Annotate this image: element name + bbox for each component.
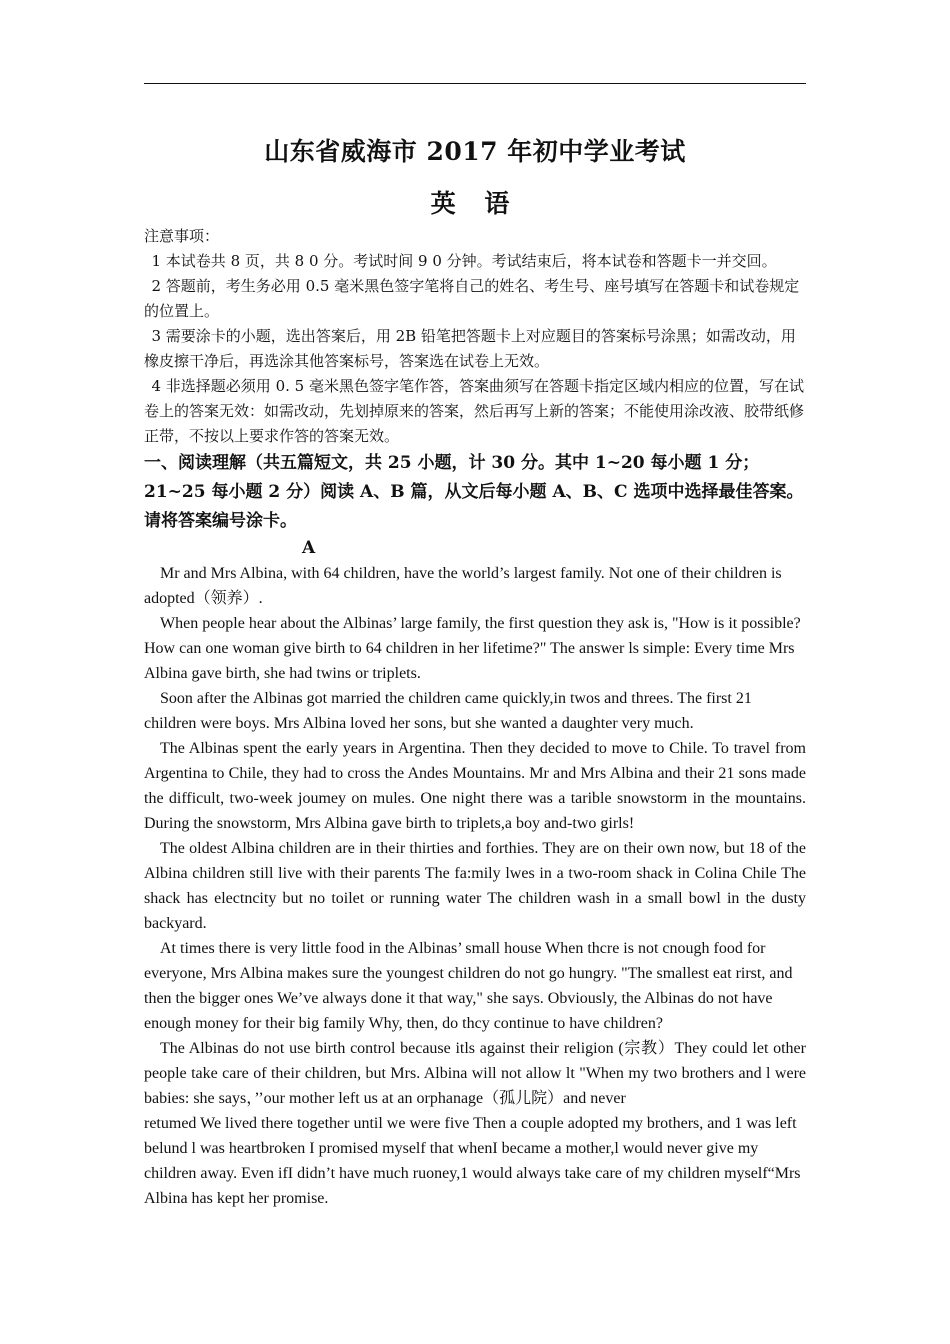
passage-a-paragraph-8: retumed We lived there together until we were five Then a couple adopted my brothers, and 1 was left belund l was heartbroken I promised myself that whenI became a mother,l would never give my children away. Even ifI didn’t have much ruoney,1 would always take care of my children myself“Mrs Albina has kept her promise.	[144, 1115, 801, 1207]
exam-title: 山东省威海市 2017 年初中学业考试	[264, 137, 686, 166]
header-rule	[144, 83, 806, 84]
notice-heading: 注意事项：	[144, 227, 220, 245]
passage-a-paragraph-5: The oldest Albina children are in their thirties and forthies. They are on their own now, but 18 of the Albina children still live with their parents The fa:mily lwes in a two-room shack in Colina Chile The shack has electncity but no toilet or running water The children wash in a small bowl in the dusty backyard.	[144, 840, 806, 932]
section-1-heading: 一、阅读理解（共五篇短文，共 25 小题，计 30 分。其中 1~20 每小题 1 分；21~25 每小题 2 分）阅读 A、B 篇，从文后每小题 A、B、C 选项中选择最佳答案。请将答案编号涂卡。	[144, 453, 804, 531]
notice-item-1: 1 本试卷共 8 页，共 8 0 分。考试时间 9 0 分钟。考试结束后，将本试卷和答题卡一并交回。	[151, 252, 777, 270]
exam-content	[144, 224, 806, 1211]
passage-a-paragraph-7: The Albinas do not use birth control because itls against their religion (宗教）They could let other people take care of their children, but Mrs. Albina will not allow lt "When my two brothers and l were babies: she says，’’our mother left us at an orphanage（孤儿院）and never	[144, 1040, 806, 1107]
passage-a-paragraph-2: When people hear about the Albinas’ large family, the first question they ask is, "How is it possible? How can one woman give birth to 64 children in her lifetime?" The answer ls simple: Every time Mrs Albina gave birth, she had twins or triplets.	[144, 615, 801, 682]
passage-a-paragraph-6: At times there is very little food in the Albinas’ small house When thcre is not cnough food for everyone, Mrs Albina makes sure the youngest children do not go hungry. "The smallest eat rirst, and then the bigger ones We’ve always done it that way," she says. Obviously, the Albinas do not have enough money for their big family Why, then, do thcy continue to have children?	[144, 940, 793, 1032]
notice-item-2: 2 答题前，考生务必用 0.5 毫米黑色签字笔将自己的姓名、考生号、座号填写在答题卡和试卷规定的位置上。	[144, 277, 800, 320]
passage-a-paragraph-4: The Albinas spent the early years in Argentina. Then they decided to move to Chile. To travel from Argentina to Chile, they had to cross the Andes Mountains. Mr and Mrs Albina and their 21 sons made the difficult, two-week joumey on mules. One night there was a tarible snowstorm in the mountains. During the snowstorm, Mrs Albina gave birth to triplets,a boy and-two girls!	[144, 740, 806, 832]
exam-subject: 英 语	[430, 189, 520, 218]
passage-a-paragraph-1: Mr and Mrs Albina, with 64 children, have the world’s largest family. Not one of their children is adopted（领养）.	[144, 565, 782, 607]
notice-item-3: 3 需要涂卡的小题，选出答案后，用 2B 铅笔把答题卡上对应题目的答案标号涂黑；如需改动，用橡皮擦干净后，再选涂其他答案标号，答案选在试卷上无效。	[144, 327, 796, 370]
passage-a-paragraph-3: Soon after the Albinas got married the children came quickly,in twos and threes. The first 21 children were boys. Mrs Albina loved her sons, but she wanted a daughter very much.	[144, 690, 752, 732]
passage-a-label: A	[302, 538, 316, 558]
notice-item-4: 4 非选择题必须用 0. 5 毫米黑色签字笔作答，答案曲须写在答题卡指定区域内相应的位置，写在试卷上的答案无效：如需改动，先划掉原来的答案，然后再写上新的答案；不能使用涂改液、胶带纸修正带，不按以上要求作答的答案无效。	[144, 377, 805, 445]
